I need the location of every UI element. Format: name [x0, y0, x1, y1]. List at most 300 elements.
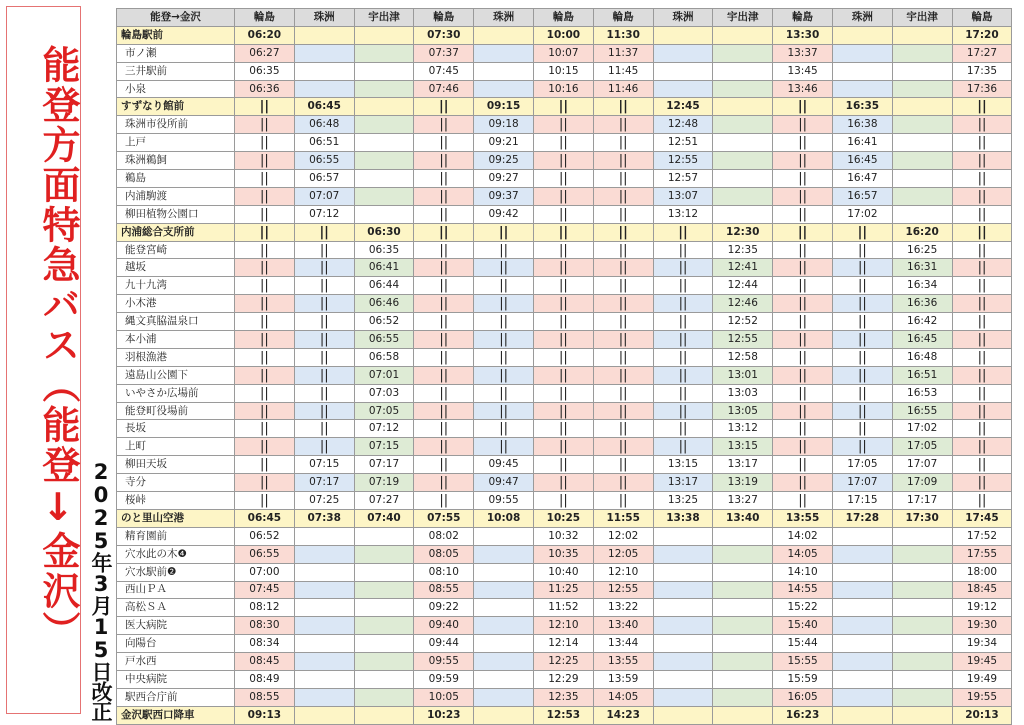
time-cell: ||	[773, 98, 833, 116]
time-cell: 06:35	[354, 241, 414, 259]
time-cell: 06:45	[294, 98, 354, 116]
time-cell	[474, 670, 534, 688]
time-cell: 16:45	[892, 331, 952, 349]
time-cell: 07:07	[294, 187, 354, 205]
time-cell: 10:07	[533, 44, 593, 62]
time-cell: 13:59	[593, 670, 653, 688]
time-cell	[474, 545, 534, 563]
time-cell: ||	[414, 331, 474, 349]
time-cell: 09:42	[474, 205, 534, 223]
time-cell	[354, 116, 414, 134]
table-row	[117, 599, 1012, 617]
time-cell	[832, 527, 892, 545]
time-cell: ||	[533, 116, 593, 134]
table-row	[117, 223, 1012, 241]
time-cell: ||	[414, 152, 474, 170]
table-row	[117, 259, 1012, 277]
time-cell: 13:55	[593, 653, 653, 671]
time-cell	[653, 527, 713, 545]
time-cell: 12:35	[533, 688, 593, 706]
time-cell: ||	[474, 241, 534, 259]
time-cell: 12:46	[713, 295, 773, 313]
time-cell	[832, 653, 892, 671]
time-cell	[713, 670, 773, 688]
time-cell: 10:05	[414, 688, 474, 706]
time-cell: 09:27	[474, 170, 534, 188]
time-cell: ||	[294, 259, 354, 277]
time-cell	[832, 635, 892, 653]
time-cell: ||	[593, 492, 653, 510]
time-cell	[474, 80, 534, 98]
time-cell: ||	[235, 170, 295, 188]
time-cell: ||	[533, 438, 593, 456]
column-header-9: 輪島	[773, 9, 833, 27]
time-cell: ||	[832, 259, 892, 277]
timetable-header-row	[117, 9, 1012, 27]
time-cell: ||	[773, 187, 833, 205]
time-cell: ||	[593, 438, 653, 456]
stop-name: のと里山空港	[117, 509, 235, 527]
table-row	[117, 670, 1012, 688]
time-cell: 13:17	[713, 456, 773, 474]
time-cell: 17:05	[892, 438, 952, 456]
stop-name: 柳田植物公園口	[117, 205, 235, 223]
time-cell: ||	[832, 223, 892, 241]
time-cell: 19:30	[952, 617, 1012, 635]
time-cell	[354, 706, 414, 724]
stop-name: 上戸	[117, 134, 235, 152]
time-cell: ||	[832, 241, 892, 259]
table-row	[117, 98, 1012, 116]
time-cell: ||	[593, 134, 653, 152]
time-cell	[832, 617, 892, 635]
stop-name: 羽根漁港	[117, 348, 235, 366]
time-cell: 11:46	[593, 80, 653, 98]
time-cell	[294, 26, 354, 44]
time-cell	[294, 653, 354, 671]
time-cell: ||	[832, 331, 892, 349]
time-cell: 13:40	[593, 617, 653, 635]
page-title: 能登方面特急バス（能登↓金沢）	[36, 45, 80, 651]
table-row	[117, 241, 1012, 259]
table-row	[117, 348, 1012, 366]
time-cell: 09:21	[474, 134, 534, 152]
time-cell: 12:55	[593, 581, 653, 599]
time-cell: ||	[235, 116, 295, 134]
stop-name: 珠洲市役所前	[117, 116, 235, 134]
time-cell: ||	[773, 438, 833, 456]
time-cell	[713, 527, 773, 545]
time-cell: ||	[235, 295, 295, 313]
time-cell: ||	[414, 384, 474, 402]
time-cell: 09:45	[474, 456, 534, 474]
time-cell: 08:34	[235, 635, 295, 653]
time-cell: ||	[593, 384, 653, 402]
time-cell: 08:10	[414, 563, 474, 581]
time-cell: ||	[474, 277, 534, 295]
stop-name: 上町	[117, 438, 235, 456]
time-cell	[294, 44, 354, 62]
time-cell	[354, 527, 414, 545]
time-cell: 12:45	[653, 98, 713, 116]
time-cell: 13:25	[653, 492, 713, 510]
time-cell: ||	[773, 313, 833, 331]
time-cell: 13:46	[773, 80, 833, 98]
time-cell	[892, 62, 952, 80]
time-cell: 08:30	[235, 617, 295, 635]
time-cell: ||	[593, 331, 653, 349]
time-cell: ||	[952, 384, 1012, 402]
time-cell: 12:25	[533, 653, 593, 671]
time-cell: ||	[533, 187, 593, 205]
table-row	[117, 563, 1012, 581]
time-cell: 07:46	[414, 80, 474, 98]
time-cell	[713, 26, 773, 44]
time-cell: ||	[414, 295, 474, 313]
time-cell	[892, 617, 952, 635]
time-cell: 06:44	[354, 277, 414, 295]
time-cell	[653, 670, 713, 688]
time-cell	[474, 599, 534, 617]
stop-name: 能登町役場前	[117, 402, 235, 420]
time-cell: 10:16	[533, 80, 593, 98]
time-cell	[474, 706, 534, 724]
time-cell: 16:53	[892, 384, 952, 402]
time-cell	[892, 635, 952, 653]
time-cell: ||	[533, 313, 593, 331]
time-cell: ||	[593, 277, 653, 295]
time-cell: ||	[474, 331, 534, 349]
time-cell: 17:52	[952, 527, 1012, 545]
time-cell: 11:45	[593, 62, 653, 80]
time-cell	[294, 635, 354, 653]
time-cell	[653, 653, 713, 671]
time-cell: ||	[593, 98, 653, 116]
time-cell: 06:52	[235, 527, 295, 545]
stop-name: 内浦総合支所前	[117, 223, 235, 241]
time-cell: ||	[414, 402, 474, 420]
time-cell: 06:55	[354, 331, 414, 349]
table-row	[117, 653, 1012, 671]
time-cell	[713, 80, 773, 98]
time-cell: ||	[773, 205, 833, 223]
time-cell: ||	[773, 420, 833, 438]
time-cell	[294, 581, 354, 599]
column-header-11: 宇出津	[892, 9, 952, 27]
time-cell: ||	[294, 438, 354, 456]
time-cell: ||	[832, 420, 892, 438]
time-cell	[294, 617, 354, 635]
time-cell: ||	[773, 295, 833, 313]
time-cell: 12:05	[593, 545, 653, 563]
time-cell: 06:45	[235, 509, 295, 527]
table-row	[117, 474, 1012, 492]
time-cell: ||	[533, 402, 593, 420]
time-cell: ||	[653, 366, 713, 384]
table-row	[117, 617, 1012, 635]
time-cell: 13:12	[653, 205, 713, 223]
time-cell	[892, 152, 952, 170]
stop-name: 小木港	[117, 295, 235, 313]
time-cell: 09:18	[474, 116, 534, 134]
time-cell	[474, 635, 534, 653]
time-cell	[354, 134, 414, 152]
time-cell: 10:00	[533, 26, 593, 44]
time-cell: 13:30	[773, 26, 833, 44]
time-cell	[892, 116, 952, 134]
time-cell	[832, 706, 892, 724]
time-cell: ||	[294, 402, 354, 420]
time-cell: 06:52	[354, 313, 414, 331]
time-cell	[354, 670, 414, 688]
column-header-10: 珠洲	[832, 9, 892, 27]
time-cell: ||	[414, 420, 474, 438]
time-cell	[294, 62, 354, 80]
time-cell: 06:35	[235, 62, 295, 80]
time-cell: 08:55	[414, 581, 474, 599]
time-cell: ||	[952, 223, 1012, 241]
time-cell: ||	[952, 348, 1012, 366]
time-cell	[474, 44, 534, 62]
time-cell	[294, 706, 354, 724]
time-cell: ||	[593, 420, 653, 438]
stop-name: 柳田天坂	[117, 456, 235, 474]
time-cell: 18:00	[952, 563, 1012, 581]
time-cell: 17:07	[832, 474, 892, 492]
time-cell: ||	[235, 456, 295, 474]
stop-name: 寺分	[117, 474, 235, 492]
time-cell: 17:45	[952, 509, 1012, 527]
time-cell: ||	[414, 277, 474, 295]
time-cell: ||	[235, 259, 295, 277]
time-cell	[354, 170, 414, 188]
timetable	[116, 8, 1012, 725]
time-cell	[713, 152, 773, 170]
time-cell: 16:20	[892, 223, 952, 241]
time-cell: ||	[294, 384, 354, 402]
time-cell: ||	[593, 366, 653, 384]
time-cell	[713, 581, 773, 599]
time-cell: ||	[533, 295, 593, 313]
time-cell: ||	[952, 241, 1012, 259]
time-cell: 12:02	[593, 527, 653, 545]
time-cell	[892, 706, 952, 724]
table-row	[117, 26, 1012, 44]
column-header-3: 輪島	[414, 9, 474, 27]
time-cell: 06:36	[235, 80, 295, 98]
time-cell: 17:20	[952, 26, 1012, 44]
time-cell	[832, 599, 892, 617]
time-cell	[892, 205, 952, 223]
time-cell: 07:45	[235, 581, 295, 599]
time-cell: ||	[533, 366, 593, 384]
time-cell: 11:37	[593, 44, 653, 62]
time-cell	[653, 599, 713, 617]
time-cell: ||	[414, 492, 474, 510]
time-cell: 13:40	[713, 509, 773, 527]
revision-date: 2025年3月15日改正	[89, 460, 113, 721]
stop-name: 穴水駅前❷	[117, 563, 235, 581]
time-cell: 06:48	[294, 116, 354, 134]
column-header-2: 宇出津	[354, 9, 414, 27]
time-cell	[474, 62, 534, 80]
time-cell	[713, 98, 773, 116]
time-cell: ||	[474, 420, 534, 438]
time-cell: 10:23	[414, 706, 474, 724]
time-cell: 12:10	[533, 617, 593, 635]
time-cell: ||	[952, 456, 1012, 474]
time-cell: ||	[593, 205, 653, 223]
time-cell: ||	[533, 152, 593, 170]
time-cell: ||	[414, 348, 474, 366]
time-cell	[354, 205, 414, 223]
column-header-8: 宇出津	[713, 9, 773, 27]
time-cell: 12:58	[713, 348, 773, 366]
time-cell: 18:45	[952, 581, 1012, 599]
time-cell: 10:35	[533, 545, 593, 563]
time-cell: ||	[533, 259, 593, 277]
time-cell: 07:30	[414, 26, 474, 44]
time-cell: ||	[235, 241, 295, 259]
time-cell: ||	[533, 277, 593, 295]
column-header-5: 輪島	[533, 9, 593, 27]
time-cell: ||	[235, 187, 295, 205]
time-cell	[892, 98, 952, 116]
stop-name: すずなり館前	[117, 98, 235, 116]
time-cell: ||	[653, 313, 713, 331]
time-cell	[713, 688, 773, 706]
time-cell: 10:08	[474, 509, 534, 527]
time-cell: ||	[952, 492, 1012, 510]
time-cell: 16:48	[892, 348, 952, 366]
time-cell: 09:15	[474, 98, 534, 116]
time-cell: ||	[952, 402, 1012, 420]
table-row	[117, 438, 1012, 456]
time-cell: 16:23	[773, 706, 833, 724]
time-cell: 12:53	[533, 706, 593, 724]
time-cell: 07:12	[354, 420, 414, 438]
time-cell: 17:02	[832, 205, 892, 223]
time-cell: 14:05	[593, 688, 653, 706]
time-cell	[354, 545, 414, 563]
time-cell: 17:35	[952, 62, 1012, 80]
time-cell	[653, 563, 713, 581]
time-cell: ||	[414, 313, 474, 331]
time-cell: ||	[474, 384, 534, 402]
time-cell	[713, 170, 773, 188]
time-cell	[653, 545, 713, 563]
time-cell	[474, 653, 534, 671]
stop-name: いやさか広場前	[117, 384, 235, 402]
time-cell: 17:27	[952, 44, 1012, 62]
stop-name: 小泉	[117, 80, 235, 98]
time-cell: ||	[414, 98, 474, 116]
table-row	[117, 152, 1012, 170]
time-cell: 11:52	[533, 599, 593, 617]
time-cell: 16:34	[892, 277, 952, 295]
time-cell: 06:55	[294, 152, 354, 170]
time-cell: 10:40	[533, 563, 593, 581]
time-cell: ||	[235, 152, 295, 170]
time-cell	[713, 134, 773, 152]
time-cell: ||	[533, 205, 593, 223]
time-cell	[474, 26, 534, 44]
time-cell: ||	[235, 277, 295, 295]
time-cell: 19:12	[952, 599, 1012, 617]
time-cell	[653, 635, 713, 653]
column-header-7: 珠洲	[653, 9, 713, 27]
time-cell: ||	[832, 348, 892, 366]
time-cell: 07:01	[354, 366, 414, 384]
time-cell: ||	[294, 348, 354, 366]
time-cell: ||	[832, 438, 892, 456]
stop-name: 鵜島	[117, 170, 235, 188]
time-cell: ||	[593, 402, 653, 420]
stop-name: 三井駅前	[117, 62, 235, 80]
time-cell: 07:17	[354, 456, 414, 474]
stop-name: 市ノ瀬	[117, 44, 235, 62]
time-cell: ||	[773, 348, 833, 366]
time-cell: 11:25	[533, 581, 593, 599]
time-cell: 07:40	[354, 509, 414, 527]
time-cell: 07:03	[354, 384, 414, 402]
time-cell: 12:48	[653, 116, 713, 134]
time-cell: ||	[773, 402, 833, 420]
time-cell: 12:30	[713, 223, 773, 241]
time-cell: 12:44	[713, 277, 773, 295]
time-cell: 16:45	[832, 152, 892, 170]
time-cell	[832, 581, 892, 599]
time-cell	[892, 80, 952, 98]
time-cell	[474, 527, 534, 545]
time-cell	[294, 563, 354, 581]
time-cell: ||	[832, 295, 892, 313]
time-cell	[294, 80, 354, 98]
table-row	[117, 527, 1012, 545]
time-cell: ||	[952, 420, 1012, 438]
time-cell: ||	[773, 134, 833, 152]
table-row	[117, 331, 1012, 349]
time-cell: ||	[235, 366, 295, 384]
time-cell: 06:27	[235, 44, 295, 62]
stop-name: 遠島山公園下	[117, 366, 235, 384]
time-cell: 06:41	[354, 259, 414, 277]
time-cell: 17:55	[952, 545, 1012, 563]
column-header-4: 珠洲	[474, 9, 534, 27]
time-cell: ||	[235, 402, 295, 420]
time-cell: 09:55	[414, 653, 474, 671]
time-cell	[354, 688, 414, 706]
time-cell: ||	[414, 205, 474, 223]
stop-name: 九十九湾	[117, 277, 235, 295]
time-cell: 16:35	[832, 98, 892, 116]
time-cell: ||	[533, 331, 593, 349]
time-cell: ||	[593, 348, 653, 366]
time-cell: ||	[952, 116, 1012, 134]
time-cell: ||	[474, 259, 534, 277]
stop-name: 向陽台	[117, 635, 235, 653]
time-cell: ||	[952, 366, 1012, 384]
time-cell: ||	[235, 348, 295, 366]
time-cell: ||	[952, 438, 1012, 456]
time-cell	[294, 527, 354, 545]
time-cell: ||	[952, 259, 1012, 277]
time-cell: ||	[653, 348, 713, 366]
time-cell: 13:38	[653, 509, 713, 527]
time-cell	[892, 670, 952, 688]
time-cell: ||	[593, 474, 653, 492]
time-cell: ||	[294, 313, 354, 331]
